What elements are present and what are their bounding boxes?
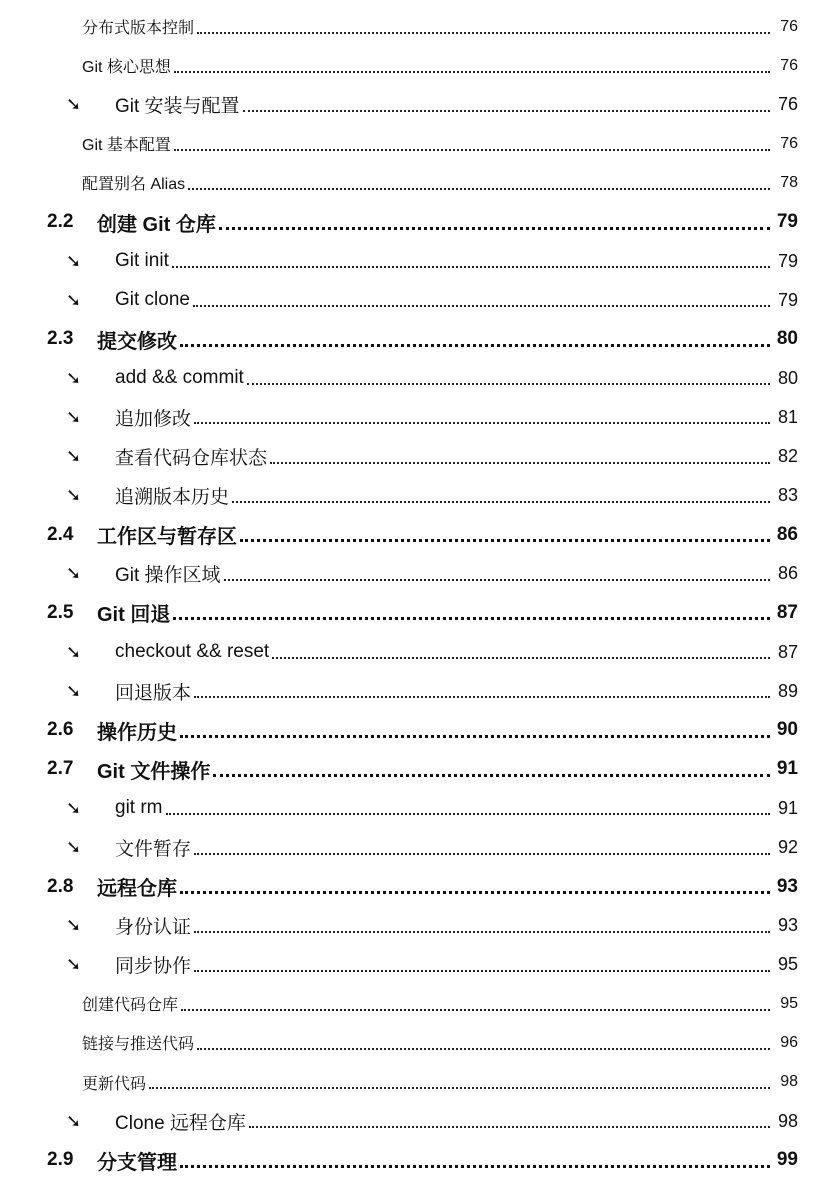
page-number: 87: [776, 601, 798, 623]
toc-entry-bullet[interactable]: [0, 828, 822, 867]
section-number: 2.9: [47, 1149, 74, 1171]
page-number: 80: [776, 328, 798, 350]
down-right-arrow-icon: ➘: [66, 641, 82, 662]
page-number: 98: [780, 1073, 798, 1091]
down-right-arrow-icon: ➘: [66, 367, 82, 388]
dot-leader: [173, 617, 770, 620]
toc-entry-title: 提交修改: [97, 330, 177, 353]
page-number: 89: [777, 680, 798, 701]
dot-leader: [194, 853, 770, 855]
dot-leader: [180, 735, 770, 738]
toc-entry-title: 追加修改: [115, 408, 192, 430]
toc-entry-bullet[interactable]: [0, 242, 822, 281]
toc-entry-section[interactable]: [0, 320, 822, 359]
toc-entry-title: add && commit: [115, 367, 244, 389]
toc-entry-title: 文件暂存: [115, 839, 192, 861]
dot-leader: [247, 383, 770, 385]
toc-entry-title: 操作历史: [97, 721, 177, 744]
dot-leader: [270, 462, 770, 464]
toc-entry-small[interactable]: [0, 7, 822, 46]
down-right-arrow-icon: ➘: [66, 563, 82, 584]
page-number: 79: [777, 289, 798, 310]
dot-leader: [194, 422, 770, 424]
toc-entry-title: 身份认证: [115, 917, 192, 939]
dot-leader: [149, 1087, 770, 1089]
dot-leader: [181, 1009, 770, 1011]
page-number: 91: [776, 758, 798, 780]
toc-entry-bullet[interactable]: [0, 633, 822, 672]
page-number: 93: [777, 915, 798, 936]
page-number: 95: [777, 954, 798, 975]
dot-leader: [197, 1048, 770, 1050]
page-number: 87: [777, 641, 798, 662]
toc-entry-title: Git init: [115, 250, 169, 272]
dot-leader: [194, 970, 770, 972]
page-number: 95: [780, 994, 798, 1012]
page-number: 79: [777, 250, 798, 271]
section-number: 2.4: [47, 523, 74, 545]
page-number: 76: [777, 94, 798, 115]
table-of-contents: [0, 7, 822, 1180]
toc-entry-title: 回退版本: [115, 682, 192, 704]
down-right-arrow-icon: ➘: [66, 1110, 82, 1131]
toc-entry-title: Git 回退: [97, 604, 171, 627]
dot-leader: [224, 579, 770, 581]
down-right-arrow-icon: ➘: [66, 289, 82, 310]
toc-entry-section[interactable]: [0, 867, 822, 906]
page-number: 93: [776, 875, 798, 897]
dot-leader: [272, 657, 770, 659]
dot-leader: [219, 227, 770, 230]
toc-entry-title: 创建代码仓库: [82, 997, 179, 1015]
toc-entry-title: Git 基本配置: [82, 137, 171, 155]
toc-entry-section[interactable]: [0, 515, 822, 554]
toc-entry-small[interactable]: [0, 124, 822, 163]
page-number: 90: [776, 719, 798, 741]
dot-leader: [194, 931, 770, 933]
dot-leader: [180, 344, 770, 347]
toc-entry-title: Git 安装与配置: [115, 96, 240, 118]
dot-leader: [174, 71, 770, 73]
toc-entry-title: 创建 Git 仓库: [97, 213, 216, 236]
page-number: 86: [777, 563, 798, 584]
dot-leader: [166, 813, 771, 815]
page-number: 76: [780, 17, 798, 35]
toc-entry-small[interactable]: [0, 46, 822, 85]
down-right-arrow-icon: ➘: [66, 94, 82, 115]
dot-leader: [172, 266, 770, 268]
section-number: 2.2: [47, 211, 74, 233]
page-number: 80: [777, 367, 798, 388]
section-number: 2.8: [47, 875, 74, 897]
toc-entry-section[interactable]: [0, 750, 822, 789]
dot-leader: [174, 149, 770, 151]
toc-entry-title: 分支管理: [97, 1151, 177, 1174]
down-right-arrow-icon: ➘: [66, 680, 82, 701]
dot-leader: [193, 305, 770, 307]
toc-entry-title: checkout && reset: [115, 641, 270, 663]
down-right-arrow-icon: ➘: [66, 406, 82, 427]
toc-entry-title: 链接与推送代码: [82, 1036, 195, 1054]
toc-entry-section[interactable]: [0, 711, 822, 750]
dot-leader: [194, 696, 770, 698]
page-number: 96: [780, 1033, 798, 1051]
toc-entry-title: 同步协作: [115, 956, 192, 978]
down-right-arrow-icon: ➘: [66, 485, 82, 506]
page-number: 91: [777, 797, 798, 818]
toc-entry-title: 工作区与暂存区: [97, 526, 237, 549]
page-number: 76: [780, 56, 798, 74]
toc-entry-bullet[interactable]: [0, 554, 822, 593]
toc-entry-section[interactable]: [0, 1141, 822, 1180]
toc-entry-title: Git clone: [115, 289, 190, 311]
section-number: 2.6: [47, 719, 74, 741]
down-right-arrow-icon: ➘: [66, 797, 82, 818]
down-right-arrow-icon: ➘: [66, 915, 82, 936]
toc-entry-title: 查看代码仓库状态: [115, 448, 268, 470]
toc-entry-title: Git 文件操作: [97, 760, 211, 783]
dot-leader: [188, 188, 770, 190]
toc-entry-bullet[interactable]: [0, 437, 822, 476]
dot-leader: [232, 501, 770, 503]
toc-entry-title: 追溯版本历史: [115, 487, 230, 509]
page-number: 78: [780, 173, 798, 191]
toc-entry-title: 配置别名 Alias: [82, 176, 186, 194]
toc-entry-title: 远程仓库: [97, 878, 177, 901]
toc-entry-section[interactable]: [0, 202, 822, 241]
toc-entry-bullet[interactable]: [0, 359, 822, 398]
dot-leader: [240, 539, 770, 542]
toc-entry-title: Clone 远程仓库: [115, 1112, 246, 1134]
toc-entry-small[interactable]: [0, 1063, 822, 1102]
section-number: 2.3: [47, 328, 74, 350]
toc-entry-title: git rm: [115, 797, 163, 819]
toc-entry-title: Git 核心思想: [82, 59, 171, 77]
toc-entry-small[interactable]: [0, 1023, 822, 1062]
toc-entry-small[interactable]: [0, 163, 822, 202]
toc-entry-bullet[interactable]: [0, 85, 822, 124]
toc-entry-bullet[interactable]: [0, 906, 822, 945]
down-right-arrow-icon: ➘: [66, 250, 82, 271]
page-number: 81: [777, 406, 798, 427]
toc-entry-bullet[interactable]: [0, 789, 822, 828]
toc-entry-bullet[interactable]: [0, 1102, 822, 1141]
down-right-arrow-icon: ➘: [66, 446, 82, 467]
toc-entry-bullet[interactable]: [0, 945, 822, 984]
page-number: 99: [776, 1149, 798, 1171]
section-number: 2.5: [47, 601, 74, 623]
page-number: 92: [777, 837, 798, 858]
page-number: 79: [776, 211, 798, 233]
toc-entry-title: 分布式版本控制: [82, 20, 195, 38]
toc-entry-bullet[interactable]: [0, 398, 822, 437]
toc-entry-bullet[interactable]: [0, 672, 822, 711]
toc-entry-bullet[interactable]: [0, 281, 822, 320]
page-number: 82: [777, 446, 798, 467]
dot-leader: [180, 1165, 770, 1168]
dot-leader: [243, 110, 770, 112]
toc-entry-small[interactable]: [0, 984, 822, 1023]
toc-entry-section[interactable]: [0, 593, 822, 632]
down-right-arrow-icon: ➘: [66, 954, 82, 975]
toc-entry-title: 更新代码: [82, 1075, 147, 1093]
page-number: 83: [777, 485, 798, 506]
dot-leader: [197, 32, 770, 34]
section-number: 2.7: [47, 758, 74, 780]
page-number: 76: [780, 134, 798, 152]
page-number: 86: [776, 523, 798, 545]
toc-entry-bullet[interactable]: [0, 476, 822, 515]
down-right-arrow-icon: ➘: [66, 837, 82, 858]
toc-entry-title: Git 操作区域: [115, 565, 221, 587]
page-number: 98: [777, 1110, 798, 1131]
dot-leader: [180, 891, 770, 894]
dot-leader: [249, 1126, 770, 1128]
dot-leader: [213, 774, 770, 777]
